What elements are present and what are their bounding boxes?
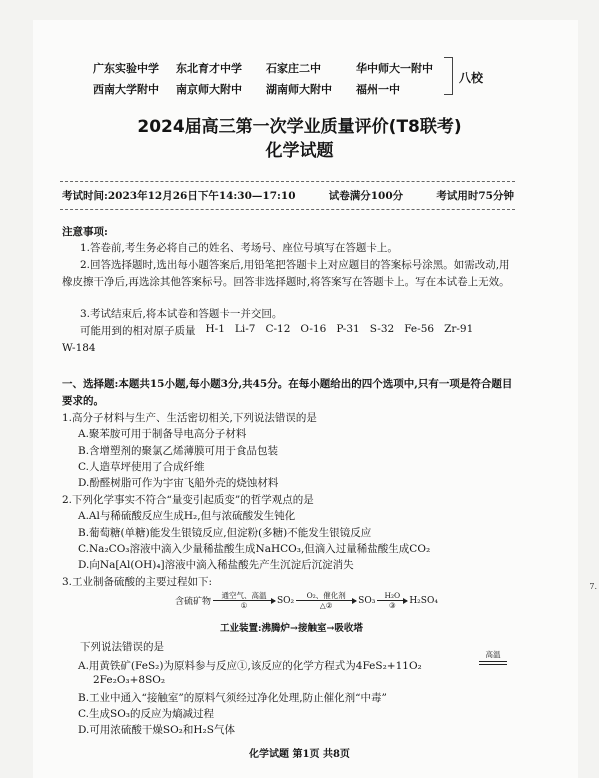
mass-o: O-16	[300, 323, 327, 335]
mass-s: S-32	[369, 323, 395, 335]
bottom-divider	[60, 209, 515, 210]
q2-option-c: C.Na₂CO₃溶液中滴入少量稀盐酸生成NaHCO₃,但滴入过量稀盐酸生成CO₂	[78, 543, 431, 555]
q3-ask: 下列说法错误的是	[80, 641, 164, 653]
q1-option-b: B.含增塑剂的聚氯乙烯薄膜可用于食品包装	[78, 445, 279, 457]
q3-option-d: D.可用浓硫酸干燥SO₂和H₂S气体	[78, 724, 235, 736]
flow-so3: SO₃	[358, 595, 376, 606]
flow-arrow-2-step: △②	[319, 601, 333, 610]
exam-full-score: 试卷满分100分	[328, 190, 404, 202]
mass-li: Li-7	[234, 323, 256, 335]
q1-option-c: C.人造草坪使用了合成纤维	[78, 461, 205, 473]
mass-c: C-12	[265, 323, 291, 335]
school-7: 湖南师大附中	[266, 83, 332, 96]
flow-arrow-1-step: ①	[240, 601, 248, 610]
q1-stem: 1.高分子材料与生产、生活密切相关,下列说法错误的是	[62, 412, 317, 424]
section-heading: 一、选择题:本题共15小题,每小题3分,共45分。在每小题给出的四个选项中,只有一项是符合题目要求的。	[62, 378, 513, 407]
side-mark: 7.	[589, 582, 597, 591]
mass-h: H-1	[205, 323, 225, 335]
q3-option-a-line1: A.用黄铁矿(FeS₂)为原料参与反应①,该反应的化学方程式为4FeS₂+11O₂	[78, 660, 422, 672]
q2-option-b: B.葡萄糖(单糖)能发生银镜反应,但淀粉(多糖)不能发生银镜反应	[78, 527, 372, 539]
flow-end: H₂SO₄	[409, 595, 438, 606]
school-4: 华中师大一附中	[356, 62, 433, 75]
reaction-condition-text: 高温	[485, 650, 501, 659]
flow-arrow-3-step: ③	[388, 601, 396, 610]
masses-label: 可能用到的相对原子质量	[80, 325, 196, 337]
school-bracket	[444, 57, 453, 95]
mass-p: P-31	[336, 323, 360, 335]
group-label: 八校	[459, 71, 484, 85]
exam-time: 考试时间:2023年12月26日下午14:30—17:10	[62, 190, 296, 202]
process-flow	[175, 591, 438, 610]
mass-w: W-184	[62, 342, 96, 354]
flow-arrow-2-cond: O₂、催化剂	[306, 591, 346, 600]
school-2: 东北育才中学	[176, 62, 242, 75]
q2-option-d: D.向Na[Al(OH)₄]溶液中滴入稀盐酸先产生沉淀后沉淀消失	[78, 559, 354, 571]
flow-arrow-3-cond: H₂O	[384, 591, 401, 600]
flow-arrow-3	[377, 591, 407, 610]
q1-option-d: D.酚醛树脂可作为宇宙飞船外壳的烧蚀材料	[78, 477, 279, 489]
page-footer: 化学试题 第1页 共8页	[249, 749, 350, 760]
flow-so2: SO₂	[277, 595, 295, 606]
q1-option-a: A.聚苯胺可用于制备导电高分子材料	[78, 428, 247, 440]
school-3: 石家庄二中	[266, 62, 321, 75]
flow-arrow-1-cond: 通空气、高温	[221, 591, 267, 600]
notice-item-1: 1.答卷前,考生务必将自己的姓名、考场号、座位号填写在答题卡上。	[80, 242, 398, 254]
q2-option-a: A.Al与稀硫酸反应生成H₂,但与浓硫酸发生钝化	[78, 510, 296, 522]
q3-option-c: C.生成SO₃的反应为熵减过程	[78, 708, 215, 720]
flow-arrow-1	[213, 591, 275, 610]
school-5: 西南大学附中	[93, 83, 159, 96]
school-8: 福州一中	[356, 83, 400, 96]
atomic-masses	[80, 323, 473, 338]
flow-arrow-2	[296, 591, 356, 610]
mass-fe: Fe-56	[404, 323, 435, 335]
school-1: 广东实验中学	[93, 62, 159, 75]
flow-start: 含硫矿物	[175, 597, 212, 607]
q2-stem: 2.下列化学事实不符合“量变引起质变”的哲学观点的是	[62, 494, 314, 506]
school-6: 南京师大附中	[176, 83, 242, 96]
notice-heading: 注意事项:	[62, 226, 108, 238]
industrial-device: 工业装置:沸腾炉→接触室→吸收塔	[220, 623, 363, 634]
exam-duration: 考试用时75分钟	[436, 190, 514, 202]
top-divider	[60, 181, 515, 182]
exam-subject: 化学试题	[265, 141, 334, 161]
notice-item-2: 2.回答选择题时,选出每小题答案后,用铅笔把答题卡上对应题目的答案标号涂黑。如需改动,用橡皮擦干净后,再选涂其他答案标号。回答非选择题时,将答案写在答题卡上。写在本试卷上无效。	[62, 259, 510, 288]
q3-option-a-line2: 2Fe₂O₃+8SO₂	[93, 674, 166, 686]
q3-option-b: B.工业中通入“接触室”的原料气须经过净化处理,防止催化剂“中毒”	[78, 692, 387, 704]
q3-stem: 3.工业制备硫酸的主要过程如下:	[62, 576, 213, 588]
reaction-condition	[479, 651, 507, 665]
exam-info	[62, 188, 514, 203]
notice-item-3: 3.考试结束后,将本试卷和答题卡一并交回。	[80, 308, 283, 320]
exam-title: 2024届高三第一次学业质量评价(T8联考)	[137, 117, 462, 137]
mass-zr: Zr-91	[444, 323, 474, 335]
